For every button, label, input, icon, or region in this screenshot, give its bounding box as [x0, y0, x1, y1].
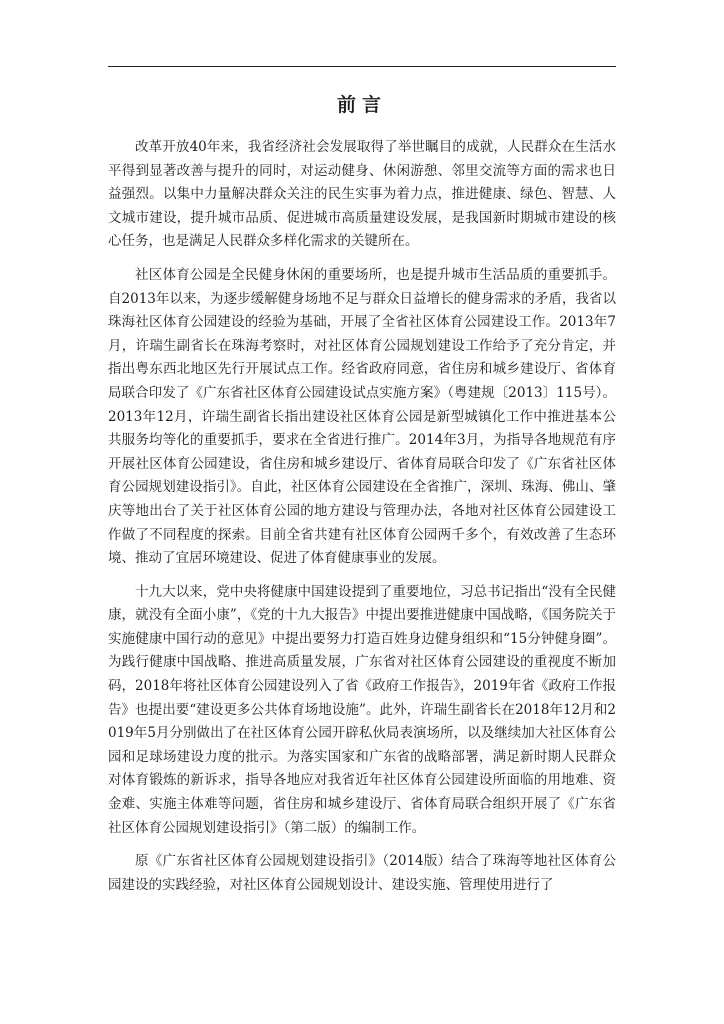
document-body — [108, 136, 616, 907]
page-title: 前言 — [336, 94, 387, 116]
paragraph-1: 改革开放40年来，我省经济社会发展取得了举世瞩目的成就，人民群众在生活水平得到显著改善与提升的同时，对运动健身、休闲游憩、邻里交流等方面的需求也日益强烈。以集中力量解决群众关注的民生实事为着力点，推进健康、绿色、智慧、人文城市建设，提升城市品质、促进城市高质量建设发展，是我国新时期城市建设的核心任务，也是满足人民群众多样化需求的关键所在。 — [108, 139, 616, 250]
header-divider — [108, 66, 616, 67]
paragraph-2: 社区体育公园是全民健身休闲的重要场所，也是提升城市生活品质的重要抓手。自2013年以来，为逐步缓解健身场地不足与群众日益增长的健身需求的矛盾，我省以珠海社区体育公园建设的经验为基础，开展了全省社区体育公园建设工作。2013年7月，许瑞生副省长在珠海考察时，对社区体育公园规划建设工作给予了充分肯定，并指出粤东西北地区先行开展试点工作。经省政府同意，省住房和城乡建设厅、省体育局联合印发了《广东省社区体育公园建设试点实施方案》（粤建规〔2013〕115号）。2013年12月，许瑞生副省长指出建设社区体育公园是新型城镇化工作中推进基本公共服务均等化的重要抓手，要求在全省进行推广。2014年3月，为指导各地规范有序开展社区体育公园建设，省住房和城乡建设厅、省体育局联合印发了《广东省社区体育公园规划建设指引》。自此，社区体育公园建设在全省推广，深圳、珠海、佛山、肇庆等地出台了关于社区体育公园的地方建设与管理办法，各地对社区体育公园建设工作做了不同程度的探索。目前全省共建有社区体育公园两千多个，有效改善了生态环境、推动了宜居环境建设、促进了体育健康事业的发展。 — [108, 266, 616, 567]
paragraph-4: 原《广东省社区体育公园规划建设指引》（2014版）结合了珠海等地社区体育公园建设的实践经验，对社区体育公园规划设计、建设实施、管理使用进行了 — [108, 853, 616, 893]
paragraph-3: 十九大以来，党中央将健康中国建设提到了重要地位，习总书记指出“没有全民健康，就没有全面小康”，《党的十九大报告》中提出要推进健康中国战略，《国务院关于实施健康中国行动的意见》中提出要努力打造百姓身边健身组织和“15分钟健身圈”。为践行健康中国战略、推进高质量发展，广东省对社区体育公园建设的重视度不断加码，2018年将社区体育公园建设列入了省《政府工作报告》，2019年省《政府工作报告》也提出要“建设更多公共体育场地设施”。此外，许瑞生副省长在2018年12月和2019年5月分别做出了在社区体育公园开辟私伙局表演场所，以及继续加大社区体育公园和足球场建设力度的批示。为落实国家和广东省的战略部署，满足新时期人民群众对体育锻炼的新诉求，指导各地应对我省近年社区体育公园建设所面临的用地难、资金难、实施主体难等问题，省住房和城乡建设厅、省体育局联合组织开展了《广东省社区体育公园规划建设指引》（第二版）的编制工作。 — [108, 583, 616, 836]
